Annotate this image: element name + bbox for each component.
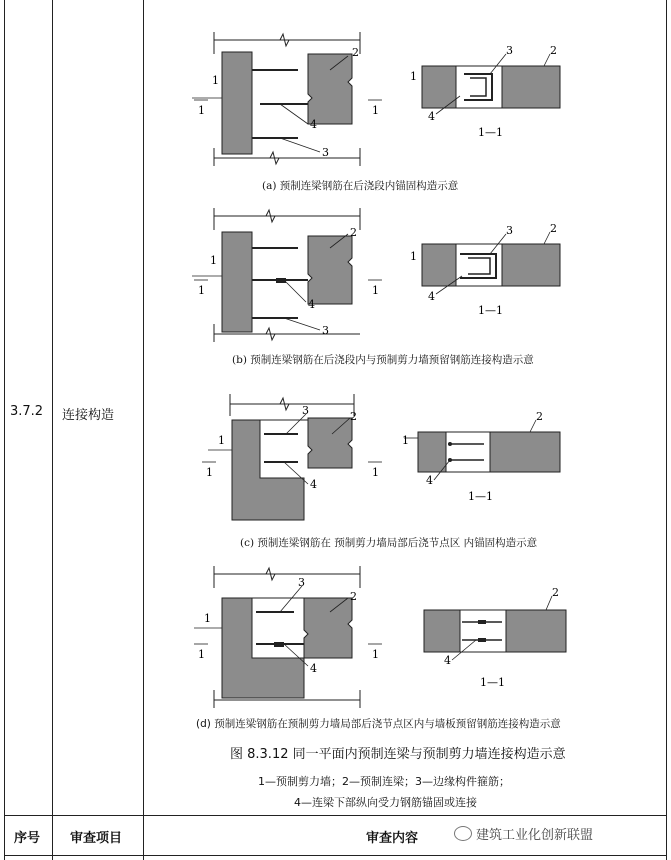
figure-b-diagram [180, 200, 580, 350]
figure-d-label-2: 2 [350, 590, 357, 603]
legend-line-2: 4—连梁下部纵向受力钢筋锚固或连接 [294, 796, 477, 809]
figure-c-sec-label-4: 4 [426, 474, 433, 487]
figure-c-label-4: 4 [310, 478, 317, 491]
table-border-left [4, 0, 5, 860]
row-number: 3.7.2 [10, 404, 44, 419]
figure-d-label-1: 1 [204, 612, 211, 625]
header-col-content: 审查内容 [366, 831, 419, 846]
figure-b-caption: (b) 预制连梁钢筋在后浇段内与预制剪力墙预留钢筋连接构造示意 [232, 354, 534, 366]
review-item: 连接构造 [62, 408, 115, 423]
figure-c-sec-label-1: 1 [402, 434, 409, 447]
figure-d-label-3: 3 [298, 576, 305, 589]
figure-b-sec-label-1: 1 [410, 250, 417, 263]
figure-b-sec-label-2: 2 [550, 222, 557, 235]
row-divider [4, 815, 667, 816]
figure-a-caption: (a) 预制连梁钢筋在后浇段内锚固构造示意 [262, 180, 459, 192]
figure-a-diagram [180, 18, 580, 178]
figure-d-label-4: 4 [310, 662, 317, 675]
figure-d-caption: (d) 预制连梁钢筋在预制剪力墙局部后浇节点区内与墙板预留钢筋连接构造示意 [196, 718, 561, 730]
figure-c-section-title: 1—1 [468, 490, 493, 503]
figure-d-section-title: 1—1 [480, 676, 505, 689]
figure-c-diagram [180, 388, 580, 528]
figure-c-label-2: 2 [350, 410, 357, 423]
table-border-bottom [4, 855, 667, 856]
figure-a-label-3: 3 [322, 146, 329, 159]
figure-b-label-2: 2 [350, 226, 357, 239]
figure-d-sec-label-4: 4 [444, 654, 451, 667]
figure-a-cut-left: 1 [198, 104, 205, 117]
figure-a-sec-label-3: 3 [506, 44, 513, 57]
figure-d-cut-left: 1 [198, 648, 205, 661]
figure-c-cut-left: 1 [206, 466, 213, 479]
legend-line-1: 1—预制剪力墙；2—预制连梁；3—边缘构件箍筋； [258, 775, 510, 788]
figure-b-sec-label-3: 3 [506, 224, 513, 237]
table-divider-1 [52, 0, 53, 860]
watermark-logo-icon [454, 826, 472, 841]
figure-b-sec-label-4: 4 [428, 290, 435, 303]
figure-b-cut-right: 1 [372, 284, 379, 297]
figure-c-label-1: 1 [218, 434, 225, 447]
header-col-number: 序号 [14, 831, 41, 846]
figure-b-label-4: 4 [308, 298, 315, 311]
figure-a-cut-right: 1 [372, 104, 379, 117]
figure-c-label-3: 3 [302, 404, 309, 417]
figure-d-sec-label-2: 2 [552, 586, 559, 599]
figure-b-label-3: 3 [322, 324, 329, 337]
table-border-right [666, 0, 667, 860]
figure-b-section-title: 1—1 [478, 304, 503, 317]
figure-b-label-1: 1 [210, 254, 217, 267]
figure-a-label-4: 4 [310, 118, 317, 131]
figure-a-label-2: 2 [352, 46, 359, 59]
figure-b-cut-left: 1 [198, 284, 205, 297]
header-col-item: 审查项目 [70, 831, 123, 846]
figure-c-sec-label-2: 2 [536, 410, 543, 423]
figure-c-cut-right: 1 [372, 466, 379, 479]
figure-a-section-title: 1—1 [478, 126, 503, 139]
figure-c-caption: (c) 预制连梁钢筋在 预制剪力墙局部后浇节点区 内锚固构造示意 [240, 537, 538, 549]
figure-a-label-1: 1 [212, 74, 219, 87]
figure-d-cut-right: 1 [372, 648, 379, 661]
table-divider-2 [143, 0, 144, 860]
figure-a-sec-label-2: 2 [550, 44, 557, 57]
figure-title: 图 8.3.12 同一平面内预制连梁与预制剪力墙连接构造示意 [230, 747, 566, 762]
figure-d-diagram [180, 560, 600, 710]
figure-a-sec-label-1: 1 [410, 70, 417, 83]
watermark-text: 建筑工业化创新联盟 [476, 828, 594, 843]
figure-a-sec-label-4: 4 [428, 110, 435, 123]
